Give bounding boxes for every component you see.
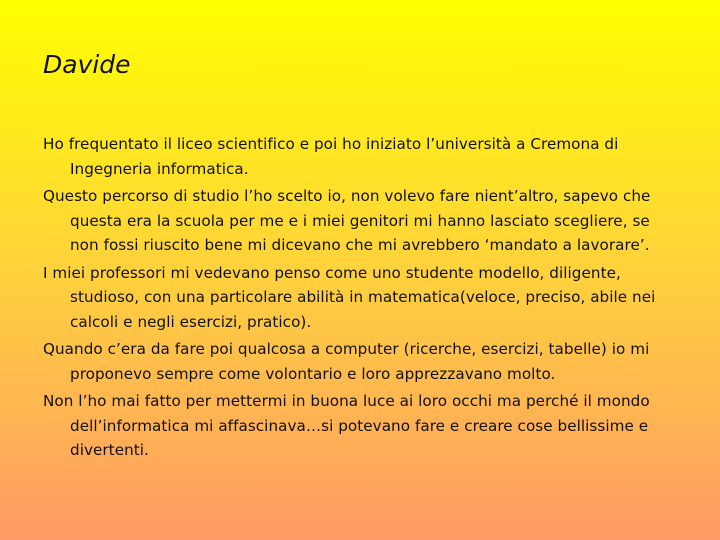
paragraph-computer: Quando c’era da fare poi qualcosa a computer (ricerche, esercizi, tabelle) io mi proponevo sempre come volontario e loro apprezzavano molto.	[43, 340, 650, 383]
paragraph-choice: Questo percorso di studio l’ho scelto io, non volevo fare nient’altro, sapevo che questa era la scuola per me e i miei genitori mi hanno lasciato scegliere, se non fossi riuscito bene mi dicevano che mi avrebbero ‘mandato a lavorare’.	[43, 187, 651, 254]
paragraph-university: Ho frequentato il liceo scientifico e poi ho iniziato l’università a Cremona di Ingegneria informatica.	[43, 135, 619, 178]
paragraph-professors: I miei professori mi vedevano penso come uno studente modello, diligente, studioso, con una particolare abilità in matematica(veloce, preciso, abile nei calcoli e negli esercizi, pratico).	[43, 263, 656, 331]
paragraph-informatics: Non l’ho mai fatto per mettermi in buona luce ai loro occhi ma perché il mondo dell’informatica mi affascinava…si potevano fare e creare cose bellissime e divertenti.	[43, 392, 650, 459]
slide-body	[43, 132, 673, 466]
slide-title: Davide	[43, 50, 131, 79]
